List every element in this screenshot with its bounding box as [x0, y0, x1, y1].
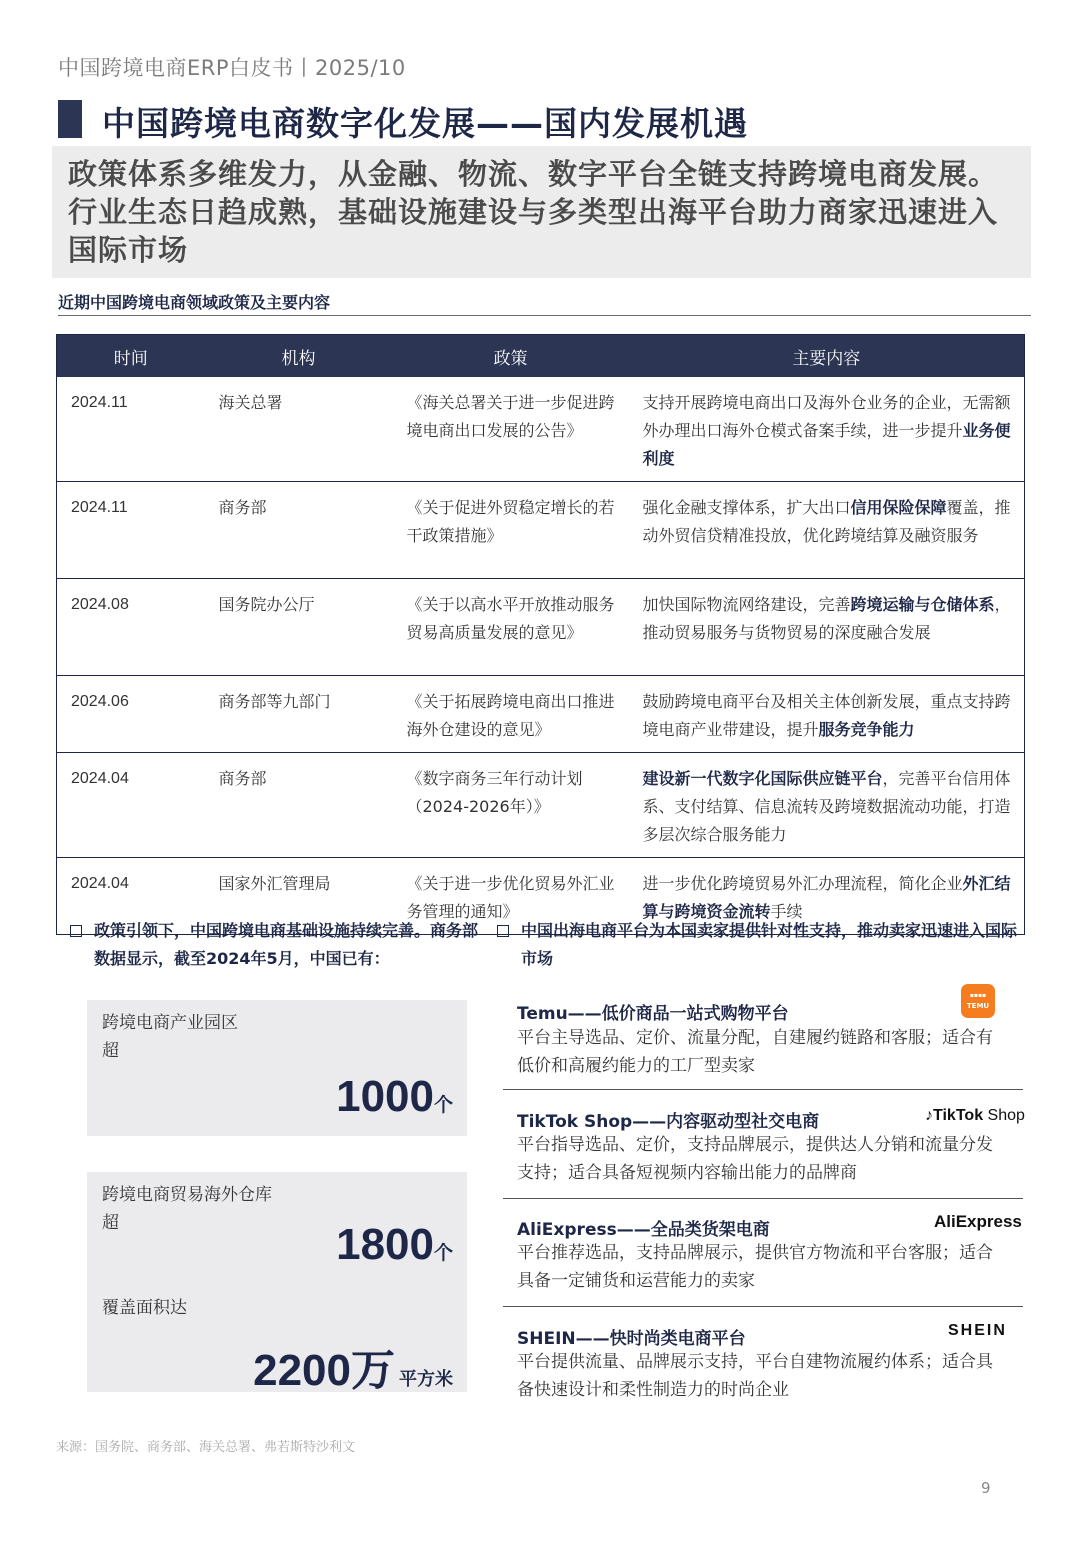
aliexpress-logo: AliExpress	[934, 1212, 1022, 1231]
page-number: 9	[981, 1479, 991, 1497]
row-date: 2024.08	[57, 579, 205, 676]
source-note: 来源：国务院、商务部、海关总署、弗若斯特沙利文	[56, 1440, 356, 1455]
platform-divider	[503, 1306, 1023, 1307]
left-bullet	[70, 917, 480, 973]
platform-title-temu: Temu——低价商品一站式购物平台	[517, 1004, 789, 1024]
row-date: 2024.11	[57, 482, 205, 579]
content-text: 覆盖，推动外贸信贷精准投放，优化跨境结算及融资服务	[642, 498, 1011, 545]
area-label: 覆盖面积达	[102, 1298, 187, 1318]
row-date: 2024.11	[71, 394, 128, 411]
page-title: 中国跨境电商数字化发展——国内发展机遇	[102, 104, 748, 143]
temu-logo-text: TEMU	[966, 1002, 990, 1010]
row-org: 商务部	[205, 753, 393, 858]
row-date: 2024.06	[57, 676, 205, 753]
platform-title-shein: SHEIN——快时尚类电商平台	[517, 1329, 746, 1349]
tiktok-logo-main: TikTok	[933, 1107, 984, 1124]
content-text: 手续	[770, 902, 803, 921]
table-row	[57, 676, 1025, 753]
platform-desc-tiktok: 平台指导选品、定价，支持品牌展示，提供达人分销和流量分发支持；适合具备短视频内容输出能力的品牌商	[517, 1135, 993, 1183]
table-row	[57, 377, 1025, 482]
row-date: 2024.04	[57, 753, 205, 858]
row-policy: 《海关总署关于进一步促进跨境电商出口发展的公告》	[406, 393, 615, 440]
checkbox-square-icon	[497, 925, 509, 937]
platform-desc-temu: 平台主导选品、定价、流量分配，自建履约链路和客服；适合有低价和高履约能力的工厂型卖家	[517, 1028, 993, 1076]
row-org: 商务部	[205, 482, 393, 579]
right-bullet	[497, 917, 1017, 973]
content-text: ，完善平台信用体系、支付结算、信息流转及跨境数据流动功能，打造多层次综合服务能力	[642, 769, 1011, 844]
content-text: 进一步优化跨境贸易外汇办理流程，简化企业	[642, 874, 963, 893]
platform-desc-shein: 平台提供流量、品牌展示支持，平台自建物流履约体系；适合具备快速设计和柔性制造力的时尚企业	[517, 1352, 993, 1400]
area-value: 2200万	[253, 1346, 395, 1395]
row-org: 商务部等九部门	[205, 676, 393, 753]
stat-value-group	[336, 1220, 453, 1270]
row-org: 国务院办公厅	[205, 579, 393, 676]
stat-value-group	[336, 1072, 453, 1122]
content-highlight: 信用保险保障	[850, 498, 947, 517]
row-policy: 《关于以高水平开放推动服务贸易高质量发展的意见》	[393, 579, 629, 676]
stat-value: 1800	[336, 1220, 434, 1269]
row-content	[629, 579, 1025, 676]
stat-label: 跨境电商产业园区	[102, 1013, 238, 1033]
stat-value: 1000	[336, 1072, 434, 1121]
stat-prefix: 超	[102, 1213, 119, 1233]
area-unit: 平方米	[399, 1369, 453, 1390]
row-org: 海关总署	[218, 393, 283, 412]
row-content	[629, 676, 1025, 753]
report-header: 中国跨境电商ERP白皮书丨2025/10	[58, 56, 406, 80]
left-bullet-text: 政策引领下，中国跨境电商基础设施持续完善。商务部数据显示，截至2024年5月，中国已有：	[94, 921, 479, 968]
row-content	[629, 753, 1025, 858]
policy-table	[56, 334, 1025, 935]
content-highlight: 跨境运输与仓储体系	[850, 595, 995, 614]
platform-divider	[503, 1089, 1023, 1090]
caption-divider	[58, 315, 1031, 316]
content-text: 鼓励跨境电商平台及相关主体创新发展，重点支持跨境电商产业带建设，提升	[642, 692, 1011, 739]
row-content	[629, 482, 1025, 579]
row-policy: 《关于促进外贸稳定增长的若干政策措施》	[393, 482, 629, 579]
row-policy: 《关于拓展跨境电商出口推进海外仓建设的意见》	[393, 676, 629, 753]
stat-unit: 个	[433, 1094, 453, 1116]
column-header-policy: 政策	[393, 335, 629, 378]
row-policy: 《数字商务三年行动计划（2024-2026年）》	[393, 753, 629, 858]
platform-divider	[503, 1198, 1023, 1199]
column-header-org: 机构	[205, 335, 393, 378]
stat-box-industrial-parks	[87, 1000, 467, 1136]
table-header-row	[57, 335, 1025, 378]
row-content	[629, 377, 1025, 482]
row-policy: 《关于进一步优化贸易外汇业务管理的通知》	[393, 858, 629, 935]
platform-title-aliexpress: AliExpress——全品类货架电商	[517, 1220, 770, 1240]
shein-logo: SHEIN	[948, 1322, 1007, 1339]
tiktok-logo-sub: Shop	[987, 1107, 1025, 1124]
temu-logo: ▪▪▪▪ TEMU	[961, 984, 995, 1018]
stat-label: 跨境电商贸易海外仓库	[102, 1185, 272, 1205]
row-date: 2024.04	[57, 858, 205, 935]
content-text: 加快国际物流网络建设，完善	[642, 595, 851, 614]
table-caption: 近期中国跨境电商领域政策及主要内容	[58, 293, 331, 312]
table-row	[57, 579, 1025, 676]
platform-title-tiktok: TikTok Shop——内容驱动型社交电商	[517, 1112, 820, 1132]
content-highlight: 外汇结算与跨境资金流转	[642, 874, 1011, 921]
tiktok-shop-logo	[925, 1107, 1025, 1125]
table-row	[57, 753, 1025, 858]
checkbox-square-icon	[70, 925, 82, 937]
row-org: 国家外汇管理局	[205, 858, 393, 935]
stat-unit: 个	[433, 1242, 453, 1264]
title-accent-bar	[58, 100, 82, 138]
content-text: 支持开展跨境电商出口及海外仓业务的企业，无需额外办理出口海外仓模式备案手续，进一步提升	[642, 393, 1011, 440]
area-value-group	[253, 1334, 453, 1398]
content-highlight: 业务便利度	[642, 421, 1011, 468]
table-row	[57, 482, 1025, 579]
content-text: 强化金融支撑体系，扩大出口	[642, 498, 851, 517]
tiktok-note-icon: ♪	[925, 1107, 933, 1124]
stat-prefix: 超	[102, 1041, 119, 1061]
content-highlight: 建设新一代数字化国际供应链平台	[642, 769, 883, 788]
column-header-date: 时间	[57, 335, 205, 378]
page-subtitle: 政策体系多维发力，从金融、物流、数字平台全链支持跨境电商发展。行业生态日趋成熟，基础设施建设与多类型出海平台助力商家迅速进入国际市场	[68, 157, 999, 267]
stat-box-overseas-warehouses	[87, 1172, 467, 1395]
content-highlight: 服务竞争能力	[818, 720, 915, 739]
content-text: ，推动贸易服务与货物贸易的深度融合发展	[642, 595, 1011, 642]
column-header-content: 主要内容	[629, 335, 1025, 378]
right-bullet-text: 中国出海电商平台为本国卖家提供针对性支持，推动卖家迅速进入国际市场	[521, 921, 1018, 968]
platform-desc-aliexpress: 平台推荐选品，支持品牌展示，提供官方物流和平台客服；适合具备一定铺货和运营能力的卖家	[517, 1243, 993, 1291]
